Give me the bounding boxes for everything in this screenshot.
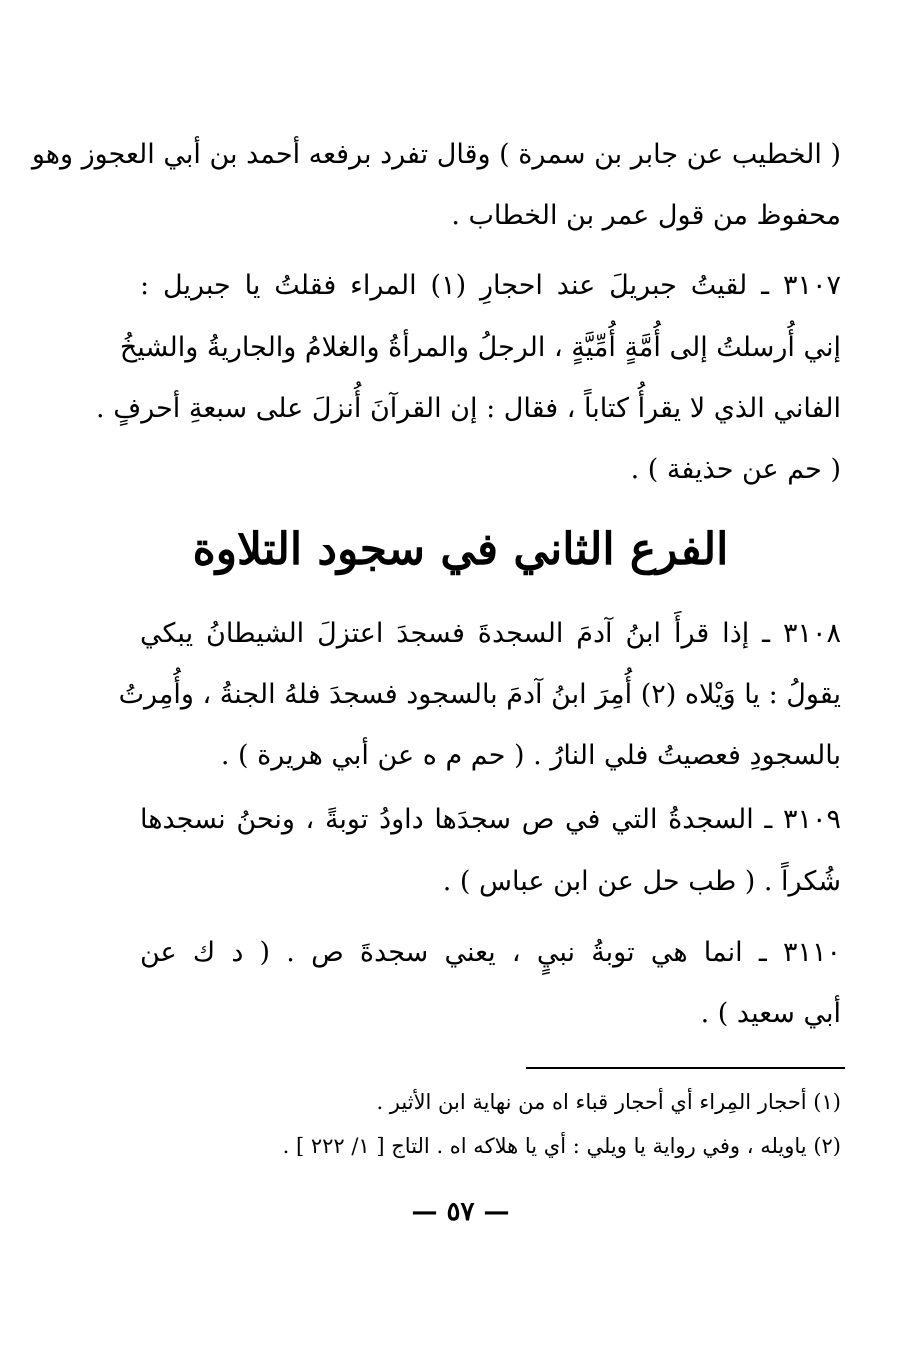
hadith-3107-line: إني أُرسلتُ إلى أُمَّةٍ أُمِّيَّةٍ ، الرجلُ والمرأةُ والغلامُ والجاريةُ والشيخُ bbox=[119, 332, 841, 363]
page-number: — ٥٧ — bbox=[411, 1197, 510, 1227]
hadith-3107-line: الفاني الذي لا يقرأُ كتاباً ، فقال : إن القرآنَ أُنزلَ على سبعةِ أحرفٍ . bbox=[96, 393, 841, 424]
hadith-3110-line: أبي سعيد ) . bbox=[700, 998, 841, 1029]
hadith-3107-line: ٣١٠٧ ـ لقيتُ جبريلَ عند احجارِ (١) المراء فقلتُ يا جبريل : bbox=[140, 270, 842, 301]
hadith-3107-line: ( حم عن حذيفة ) . bbox=[630, 454, 841, 485]
hadith-3108-line: ٣١٠٨ ـ إذا قرأَ ابنُ آدمَ السجدةَ فسجدَ اعتزلَ الشيطانُ يبكي bbox=[140, 618, 841, 649]
hadith-3108-line: بالسجودِ فعصيتُ فلي النارُ . ( حم م ه عن أبي هريرة ) . bbox=[220, 740, 841, 771]
footnote: (٢) ياويله ، وفي رواية يا ويلي : أي يا هلاكه اه . التاج [ ١/ ٢٢٢ ] . bbox=[282, 1134, 841, 1158]
footnote-divider bbox=[526, 1067, 845, 1069]
footnote: (١) أحجار المِراء أي أحجار قباء اه من نهاية ابن الأثير . bbox=[376, 1090, 841, 1114]
hadith-3108-line: يقولُ : يا وَيْلاه (٢) أُمِرَ ابنُ آدمَ بالسجود فسجدَ فلهُ الجنةُ ، وأُمِرتُ bbox=[118, 679, 841, 710]
hadith-3109-line: ٣١٠٩ ـ السجدةُ التي في ص سجدَها داودُ توبةً ، ونحنُ نسجدها bbox=[140, 804, 841, 835]
hadith-3109-line: شُكراً . ( طب حل عن ابن عباس ) . bbox=[442, 866, 841, 897]
text-line: محفوظ من قول عمر بن الخطاب . bbox=[451, 200, 841, 231]
section-heading: الفرع الثاني في سجود التلاوة bbox=[192, 524, 729, 575]
text-line: ( الخطيب عن جابر بن سمرة ) وقال تفرد برفعه أحمد بن أبي العجوز وهو bbox=[31, 139, 841, 170]
hadith-3110-line: ٣١١٠ ـ انما هي توبةُ نبيٍ ، يعني سجدةَ ص . ( د ك عن bbox=[140, 937, 841, 968]
